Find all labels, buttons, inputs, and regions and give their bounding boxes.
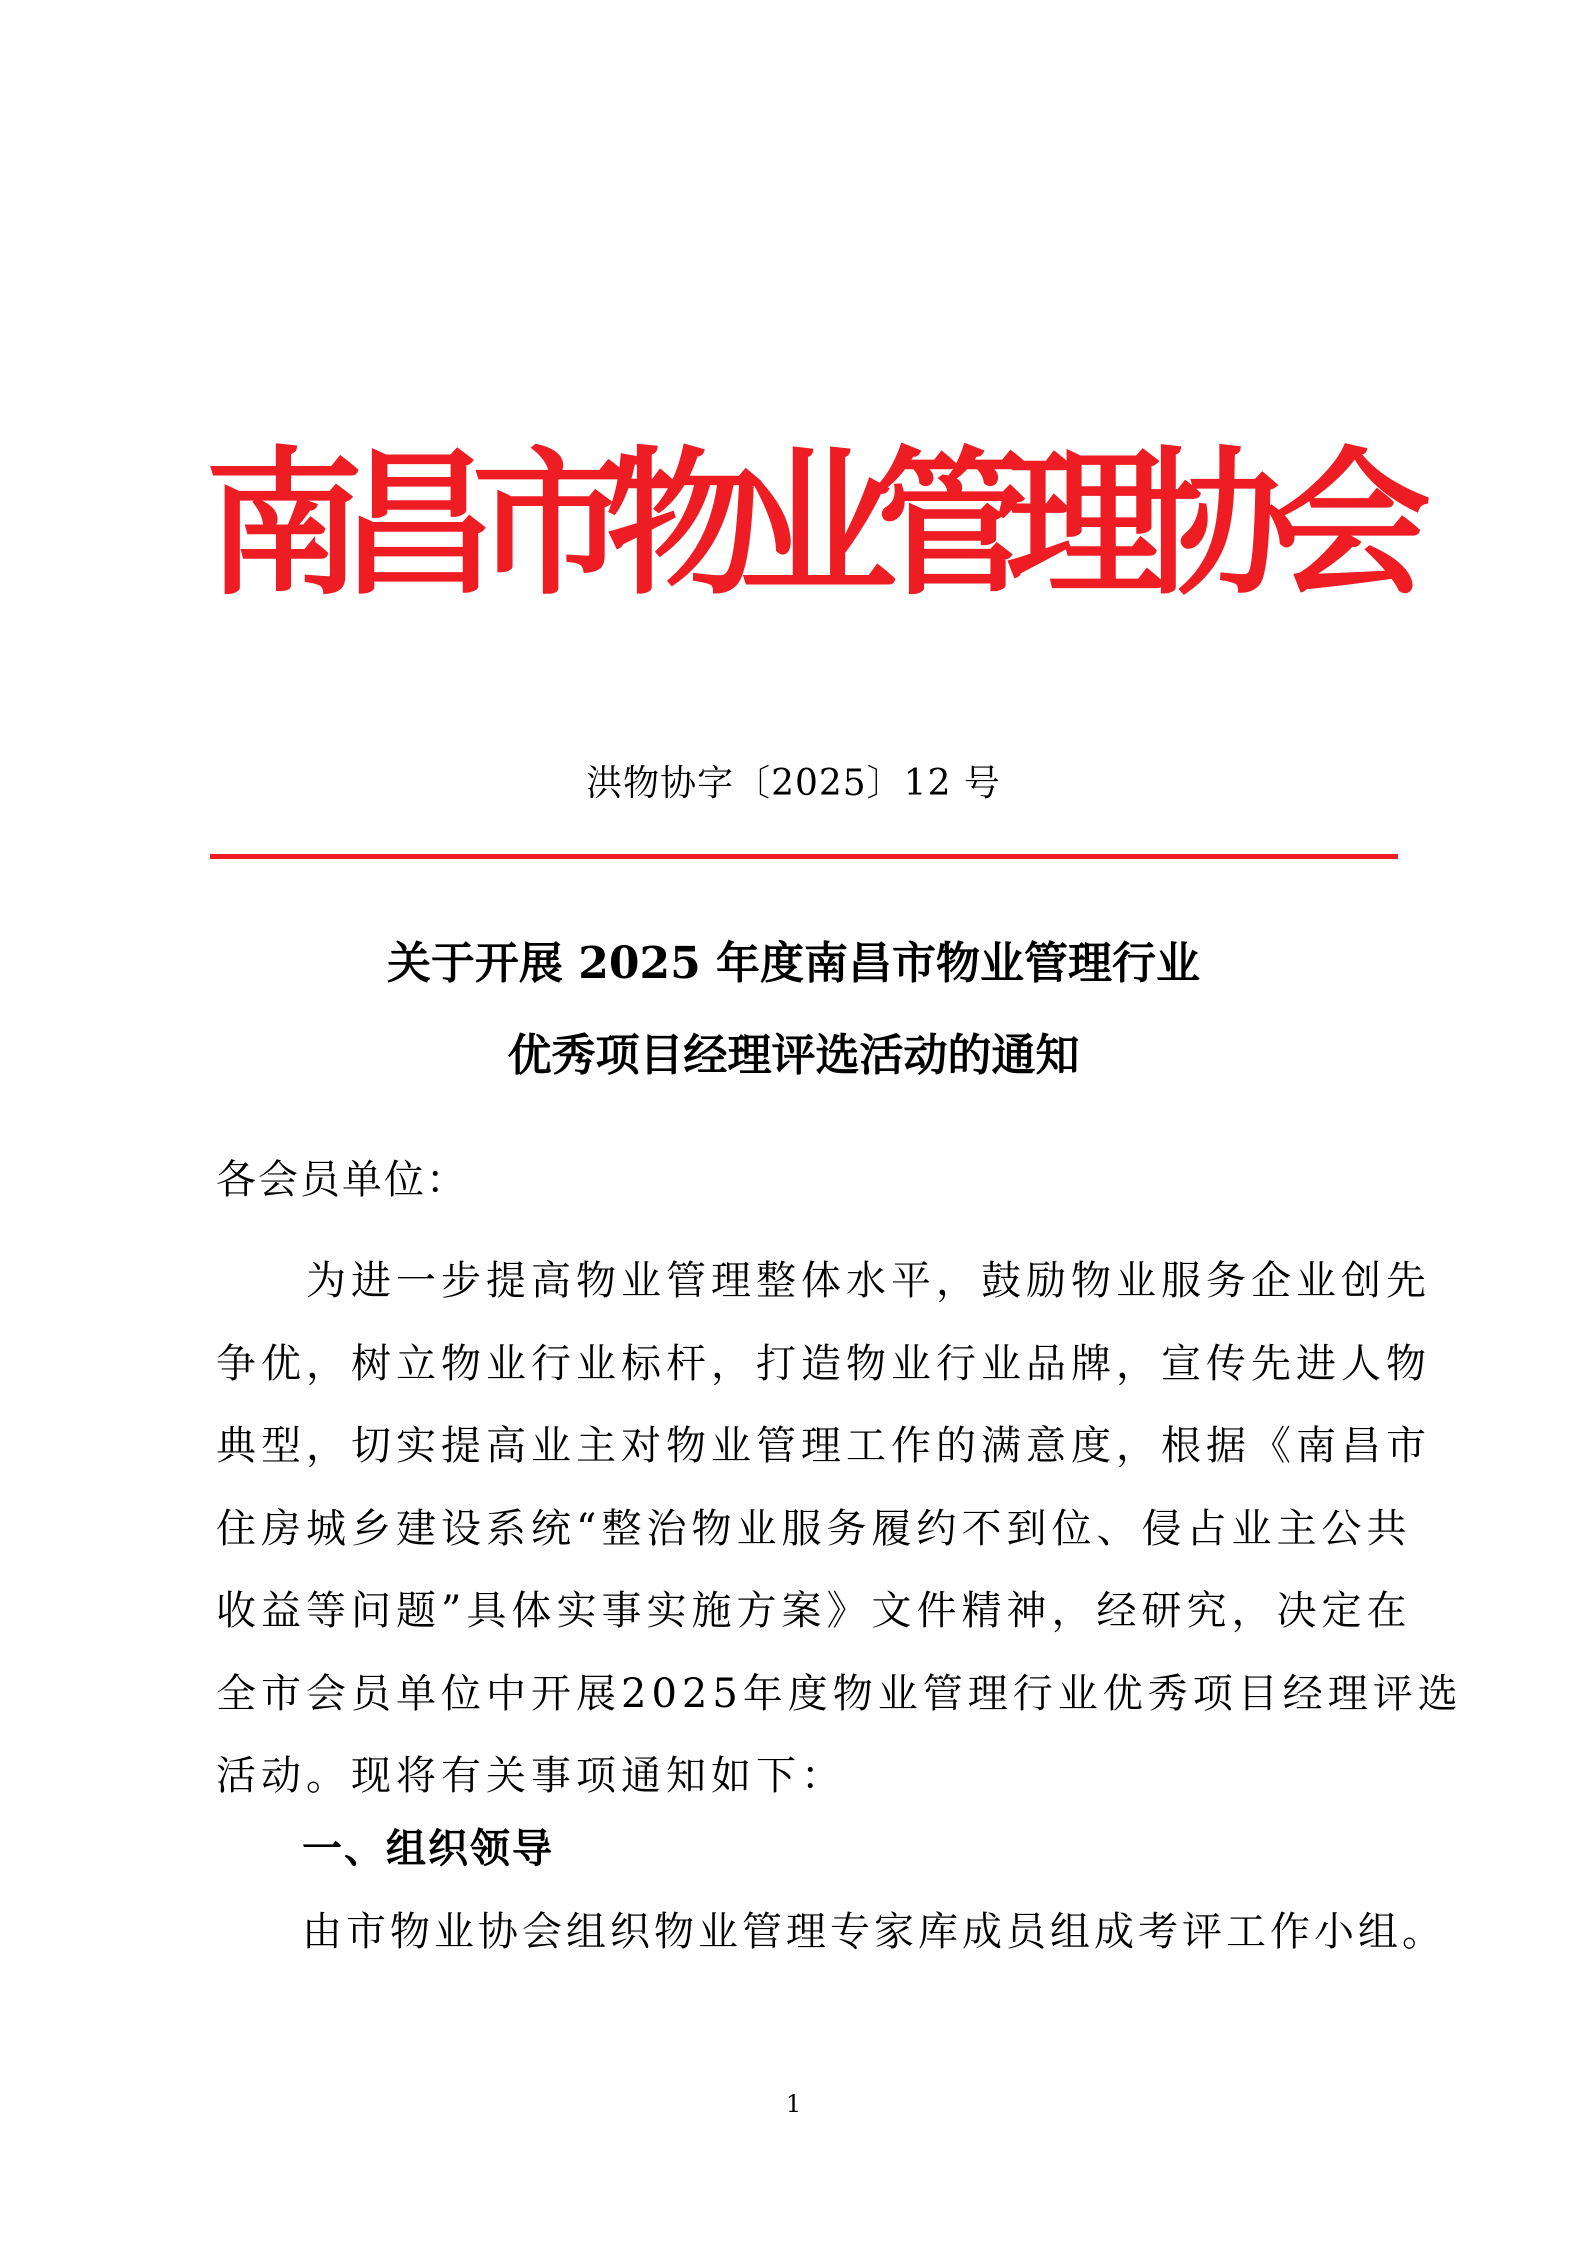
masthead-char: 昌 [338, 433, 497, 617]
paragraph-line: 收益等问题”具体实事实施方案》文件精神，经研究，决定在 [216, 1588, 1412, 1634]
paragraph-line: 争优，树立物业行业标杆，打造物业行业品牌，宣传先进人物 [216, 1340, 1431, 1387]
title-line-2: 优秀项目经理评选活动的通知 [507, 1030, 1080, 1081]
masthead-char: 南 [205, 433, 363, 617]
masthead-char: 会 [1273, 433, 1431, 617]
paragraph-line: 典型，切实提高业主对物业管理工作的满意度，根据《南昌市 [216, 1423, 1431, 1469]
section-text-organization: 由市物业协会组织物业管理专家库成员组成考评工作小组。 [302, 1909, 1446, 1955]
paragraph-line: 全市会员单位中开展2025年度物业管理行业优秀项目经理评选 [216, 1670, 1463, 1717]
document-title [0, 918, 1587, 1102]
intro-paragraph [216, 1240, 1463, 1818]
red-header-divider [210, 854, 1398, 859]
masthead-char: 管 [872, 433, 1031, 617]
masthead-char: 业 [739, 433, 897, 617]
section-heading-organization: 一、组织领导 [302, 1825, 554, 1872]
salutation: 各会员单位： [216, 1157, 468, 1203]
masthead-char: 协 [1139, 433, 1298, 617]
paragraph-line: 住房城乡建设系统“整治物业服务履约不到位、侵占业主公共 [216, 1505, 1412, 1552]
masthead-char: 物 [605, 433, 764, 617]
document-number: 洪物协字〔2025〕12 号 [586, 763, 1001, 804]
paragraph-line: 活动。现将有关事项通知如下： [216, 1753, 846, 1799]
masthead-char: 理 [1006, 433, 1164, 617]
masthead-org-name [205, 425, 1431, 625]
paragraph-line: 为进一步提高物业管理整体水平，鼓励物业服务企业创先 [216, 1258, 1431, 1304]
masthead-char: 市 [472, 433, 630, 617]
title-line-1: 关于开展 2025 年度南昌市物业管理行业 [386, 938, 1201, 989]
page-number: 1 [785, 2090, 802, 2118]
